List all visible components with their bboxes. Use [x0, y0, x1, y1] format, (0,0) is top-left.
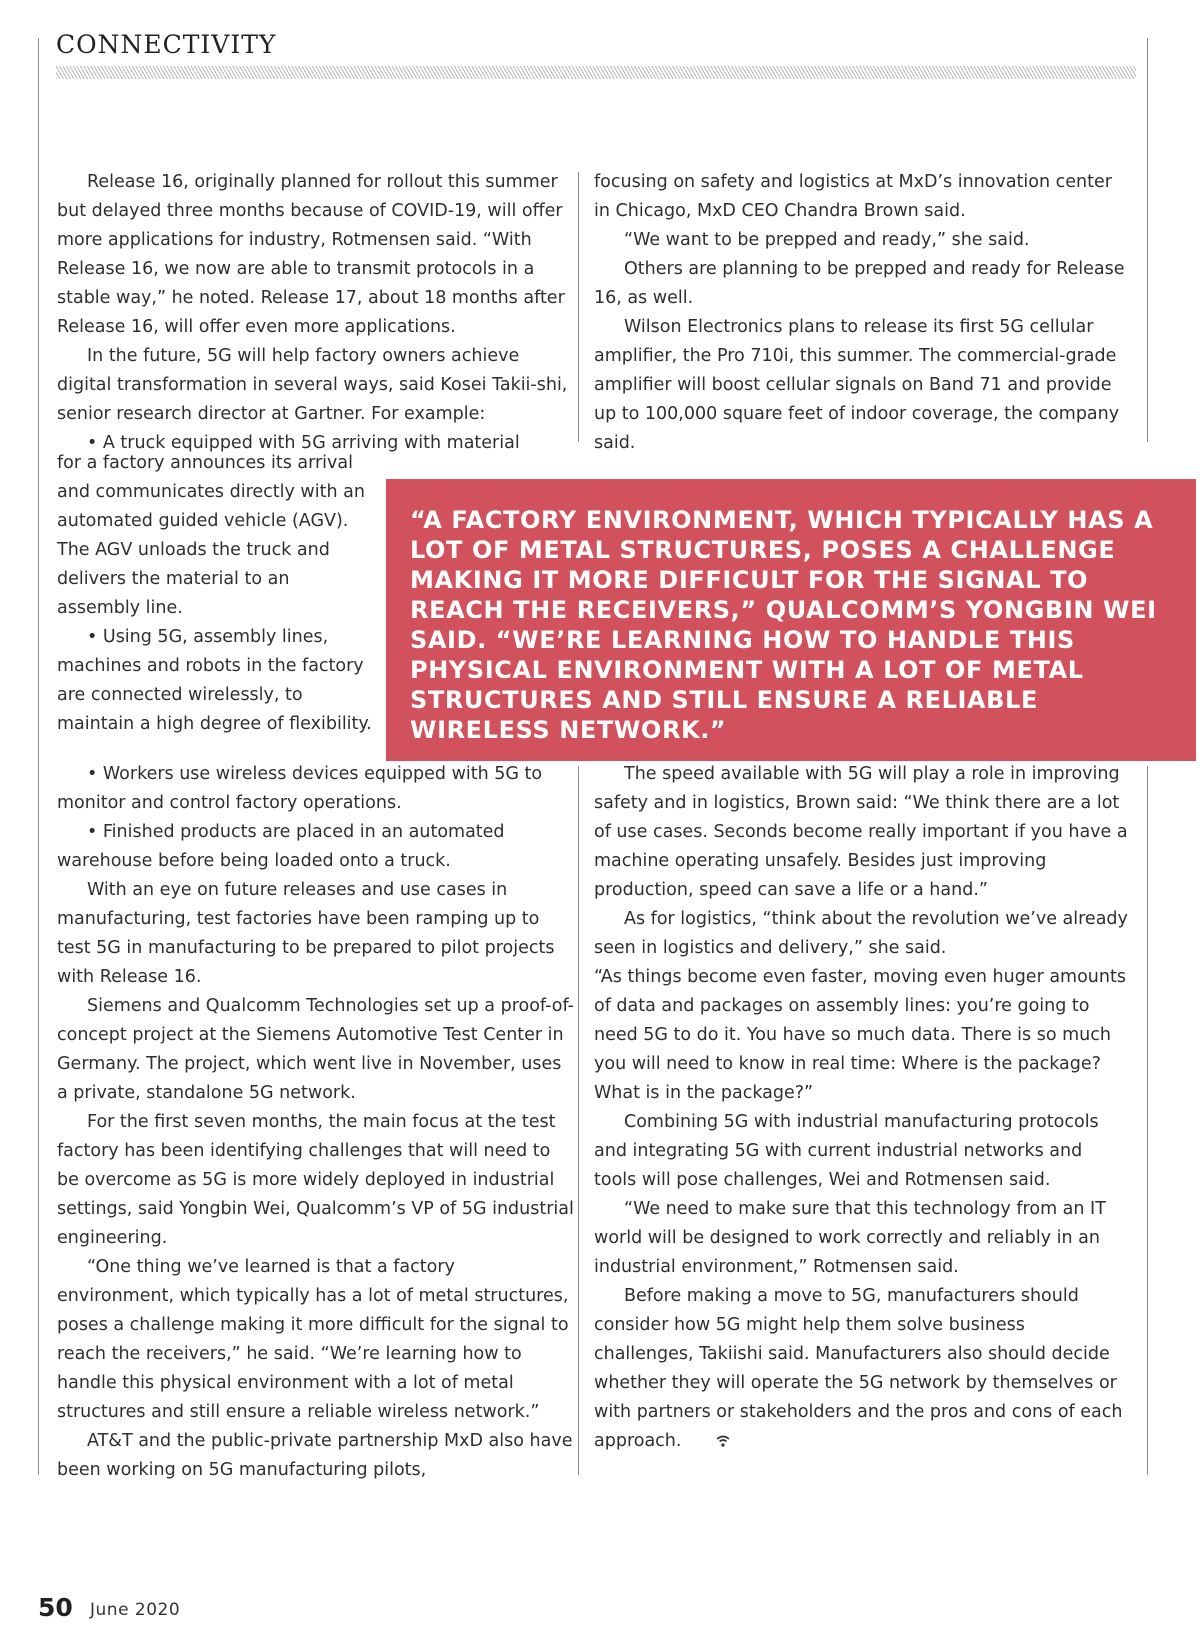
paragraph: In the future, 5G will help factory owners achieve digital transformation in several ways, said Kosei Takii-shi, senior research director at Gartner. For example: — [57, 346, 568, 424]
paragraph: “We need to make sure that this technology from an IT world will be designed to work correctly and reliably in an industrial environment,” Rotmensen said. — [594, 1199, 1106, 1277]
paragraph: “As things become even faster, moving even huger amounts of data and packages on assembly lines: you’re going to need 5G to do it. You have so much data. There is so much you will need to know in real time: Where is the package? What is in the package?” — [594, 967, 1126, 1103]
paragraph: With an eye on future releases and use cases in manufacturing, test factories have been ramping up to test 5G in manufacturing to be prepared to pilot projects with Release 16. — [57, 880, 555, 987]
paragraph: focusing on safety and logistics at MxD’s innovation center in Chicago, MxD CEO Chandra Brown said. — [594, 172, 1112, 221]
pull-quote-box — [386, 479, 1196, 761]
paragraph-text: Before making a move to 5G, manufacturers should consider how 5G might help them solve business challenges, Takiishi said. Manufacturers also should decide whether they will operate the 5G network by themselves or with partners or stakeholders and the pros and cons of each approach. — [594, 1286, 1123, 1451]
section-label: CONNECTIVITY — [56, 30, 277, 59]
header-hatch-rule — [56, 66, 1136, 79]
paragraph: • Workers use wireless devices equipped with 5G to monitor and control factory operations. — [57, 764, 543, 813]
paragraph: • Using 5G, assembly lines, machines and robots in the factory are connected wirelessly, to maintain a high degree of flexibility. — [57, 627, 372, 734]
wifi-icon — [686, 1429, 730, 1458]
paragraph: Siemens and Qualcomm Technologies set up a proof-of-concept project at the Siemens Automotive Test Center in Germany. The project, which went live in November, uses a private, standalone 5G network. — [57, 996, 574, 1103]
paragraph: As for logistics, “think about the revolution we’ve already seen in logistics and delivery,” she said. — [594, 909, 1128, 958]
paragraph: The speed available with 5G will play a role in improving safety and in logistics, Brown said: “We think there are a lot of use cases. Seconds become really important if you have a machine operating unsafely. Besides just improving production, speed can save a life or a hand.” — [594, 764, 1128, 900]
issue-date: June 2020 — [90, 1600, 181, 1620]
paragraph: “One thing we’ve learned is that a factory environment, which typically has a lot of metal structures, poses a challenge making it more difficult for the signal to reach the receivers,” he said. “We’re learning how to handle this physical environment with a lot of metal structures and still ensure a reliable wireless network.” — [57, 1257, 569, 1422]
paragraph: Wilson Electronics plans to release its first 5G cellular amplifier, the Pro 710i, this summer. The commercial-grade amplifier will boost cellular signals on Band 71 and provide up to 100,000 square feet of indoor coverage, the company said. — [594, 317, 1120, 453]
paragraph — [594, 1282, 1129, 1458]
column-divider-top — [578, 172, 579, 442]
column-divider-bottom — [578, 766, 579, 1475]
paragraph: Combining 5G with industrial manufacturing protocols and integrating 5G with current industrial networks and tools will pose challenges, Wei and Rotmensen said. — [594, 1112, 1099, 1190]
left-column-bottom — [57, 760, 577, 1485]
paragraph: for a factory announces its arrival and communicates directly with an automated guided vehicle (AGV). The AGV unloads the truck and delivers the material to an assembly line. — [57, 453, 365, 618]
paragraph: AT&T and the public-private partnership MxD also have been working on 5G manufacturing pilots, — [57, 1431, 573, 1480]
paragraph: Others are planning to be prepped and ready for Release 16, as well. — [594, 259, 1125, 308]
left-column-top — [57, 168, 577, 458]
paragraph: Release 16, originally planned for rollout this summer but delayed three months because of COVID-19, will offer more applications for industry, Rotmensen said. “With Release 16, we now are able to transmit protocols in a stable way,” he noted. Release 17, about 18 months after Release 16, will offer even more applications. — [57, 172, 565, 337]
paragraph: • Finished products are placed in an automated warehouse before being loaded onto a truck. — [57, 822, 505, 871]
right-column-top — [594, 168, 1129, 458]
left-column-wrap — [57, 449, 372, 739]
right-margin-rule-bottom — [1147, 766, 1148, 1475]
page-number: 50 — [38, 1593, 73, 1622]
pull-quote-text: “A FACTORY ENVIRONMENT, WHICH TYPICALLY HAS A LOT OF METAL STRUCTURES, POSES A CHALLENGE MAKING IT MORE DIFFICULT FOR THE SIGNAL TO REACH THE RECEIVERS,” QUALCOMM’S YONGBIN WEI SAID. “WE’RE LEARNING HOW TO HANDLE THIS PHYSICAL ENVIRONMENT WITH A LOT OF METAL STRUCTURES AND STILL ENSURE A RELIABLE WIRELESS NETWORK.” — [410, 506, 1157, 744]
right-column-bottom — [594, 760, 1129, 1458]
left-margin-rule — [38, 38, 39, 1475]
right-margin-rule-top — [1147, 38, 1148, 442]
paragraph: For the first seven months, the main focus at the test factory has been identifying challenges that will need to be overcome as 5G is more widely deployed in industrial settings, said Yongbin Wei, Qualcomm’s VP of 5G industrial engineering. — [57, 1112, 574, 1248]
paragraph: “We want to be prepped and ready,” she said. — [624, 230, 1030, 250]
paragraph: • A truck equipped with 5G arriving with material — [87, 433, 520, 453]
